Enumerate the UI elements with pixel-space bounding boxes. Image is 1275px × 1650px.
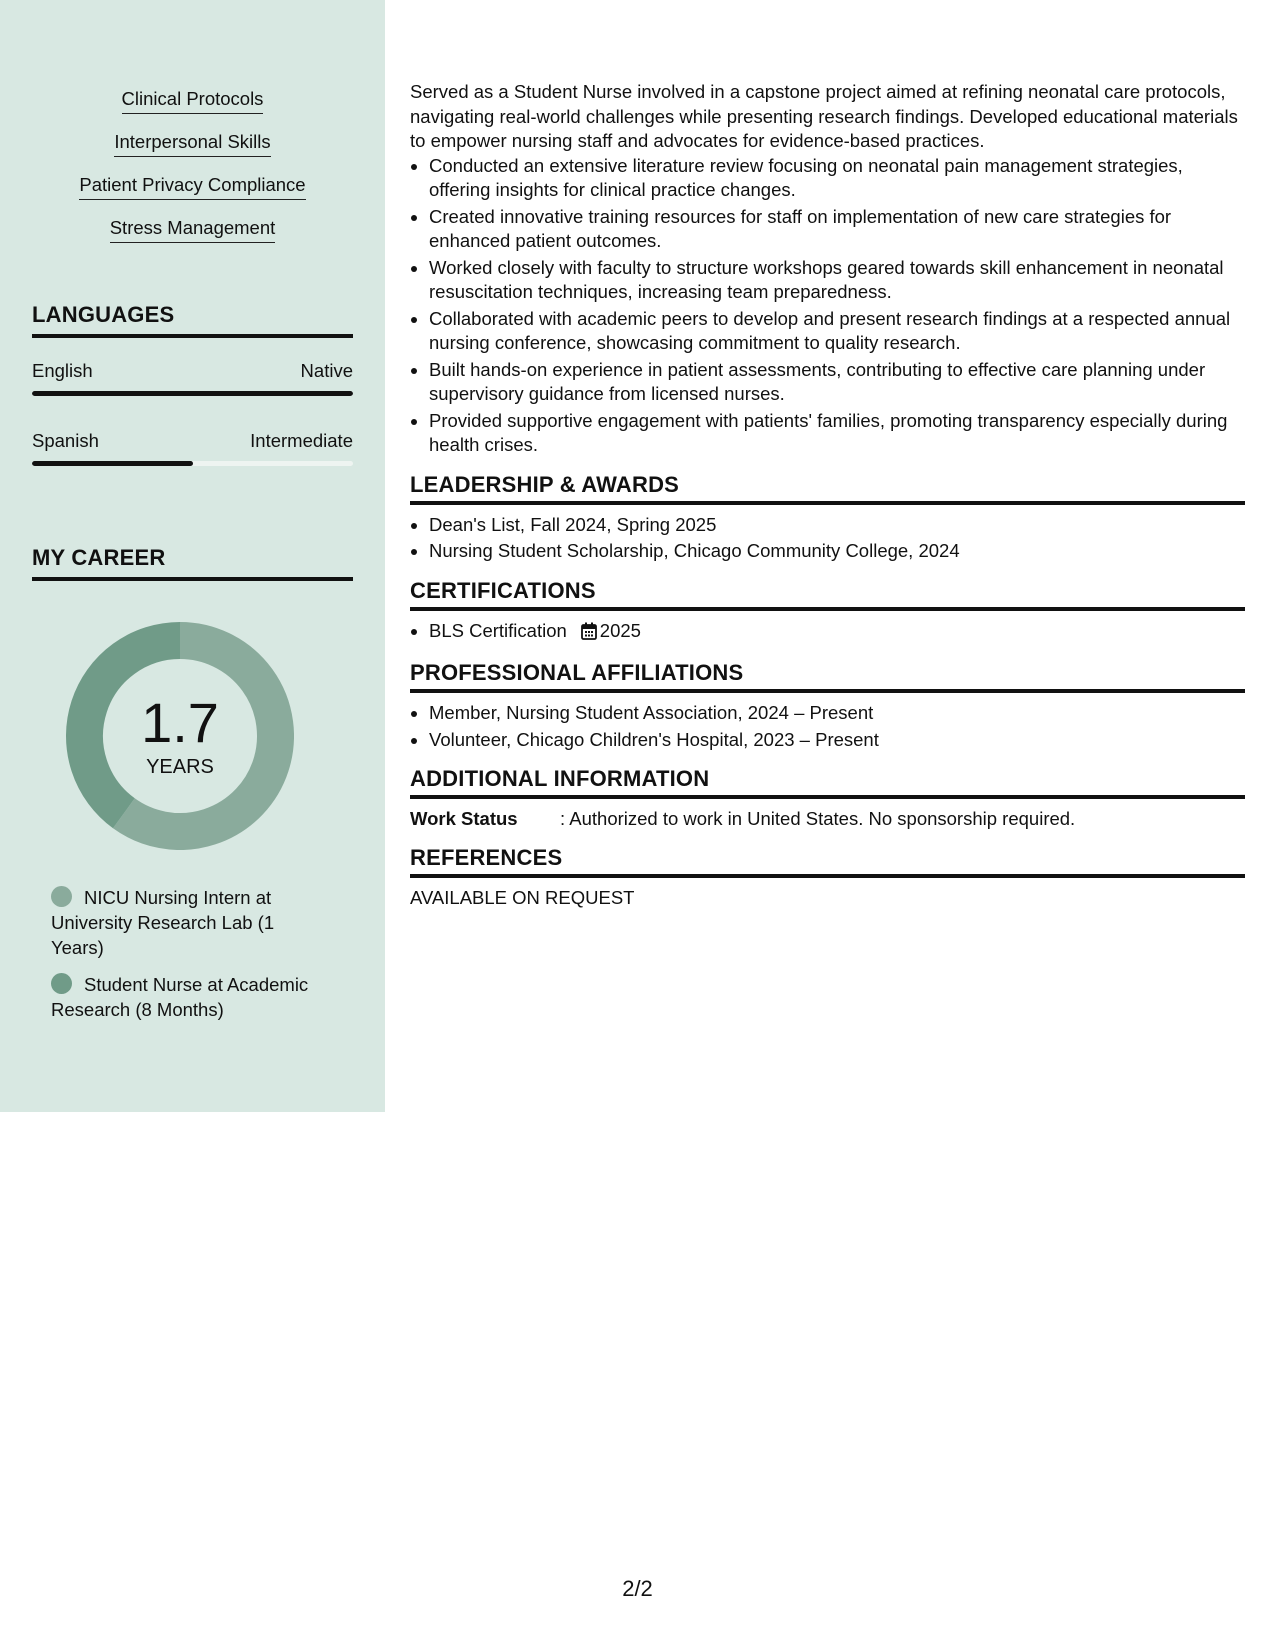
skills-list [0,88,385,260]
leadership-list [410,513,1245,564]
experience-summary: Served as a Student Nurse involved in a capstone project aimed at refining neonatal care protocols, navigating real-world challenges while presenting research findings. Developed educational materials to empower nursing staff and advocates for evidence-based practices. [410,81,1238,151]
career-legend [51,885,331,1034]
language-row [32,430,353,452]
experience-bullet: • Conducted an extensive literature review focusing on neonatal pain management strategies, offering insights for clinical practice changes. [429,154,1245,203]
language-level: Native [300,360,353,381]
language-name: English [32,360,93,381]
additional-info-heading: ADDITIONAL INFORMATION [410,766,1245,799]
languages-heading: LANGUAGES [32,302,353,338]
career-label: Student Nurse at Academic Research (8 Months) [51,974,309,1020]
main-content [410,80,1245,910]
experience-bullets [410,154,1245,458]
certification-item [429,619,1245,647]
career-total-value: 1.7 [141,691,219,754]
page-number: 2/2 [622,1576,653,1601]
sidebar [0,0,385,1112]
language-proficiency-fill [32,391,353,396]
affiliation-item: • Volunteer, Chicago Children's Hospital, 2023 – Present [429,728,1245,753]
career-donut-chart [66,622,294,850]
language-level: Intermediate [250,430,353,451]
experience-bullet: • Worked closely with faculty to structure workshops geared towards skill enhancement in neonatal resuscitation techniques, increasing team preparedness. [429,256,1245,305]
work-status-row [410,807,1245,831]
calendar-icon [581,622,597,647]
career-label: NICU Nursing Intern at University Research Lab (1 Years) [51,887,275,958]
skill-item: Interpersonal Skills [114,131,270,157]
skill-item: Patient Privacy Compliance [79,174,305,200]
skill-item: Stress Management [110,217,276,243]
leadership-item: • Nursing Student Scholarship, Chicago Community College, 2024 [429,539,1245,564]
language-name: Spanish [32,430,99,451]
language-proficiency-fill [32,461,193,466]
certification-name: BLS Certification [429,619,567,641]
certifications-heading: CERTIFICATIONS [410,578,1245,611]
career-legend-item [51,972,331,1022]
work-status-value: : Authorized to work in United States. No sponsorship required. [560,808,1076,829]
experience-bullet: • Provided supportive engagement with patients' families, promoting transparency especially during health crises. [429,409,1245,458]
language-row [32,360,353,382]
affiliations-list [410,701,1245,752]
legend-dot [51,973,72,994]
experience-bullet: • Built hands-on experience in patient assessments, contributing to effective care planning under supervisory guidance from licensed nurses. [429,358,1245,407]
skill-item: Clinical Protocols [122,88,264,114]
career-heading: MY CAREER [32,545,353,581]
work-status-label: Work Status [410,808,518,829]
certification-year: 2025 [599,619,641,641]
career-legend-item [51,885,331,960]
experience-bullet: • Created innovative training resources for staff on implementation of new care strategies for enhanced patient outcomes. [429,205,1245,254]
experience-bullet: • Collaborated with academic peers to develop and present research findings at a respected annual nursing conference, showcasing commitment to quality research. [429,307,1245,356]
references-text: AVAILABLE ON REQUEST [410,887,635,908]
affiliation-item: • Member, Nursing Student Association, 2024 – Present [429,701,1245,726]
language-proficiency-bar [32,391,353,396]
certifications-list [410,619,1245,647]
leadership-item: • Dean's List, Fall 2024, Spring 2025 [429,513,1245,538]
leadership-heading: LEADERSHIP & AWARDS [410,472,1245,505]
references-heading: REFERENCES [410,845,1245,878]
affiliations-heading: PROFESSIONAL AFFILIATIONS [410,660,1245,693]
legend-dot [51,886,72,907]
career-total-unit: YEARS [146,756,214,778]
language-proficiency-bar [32,461,353,466]
